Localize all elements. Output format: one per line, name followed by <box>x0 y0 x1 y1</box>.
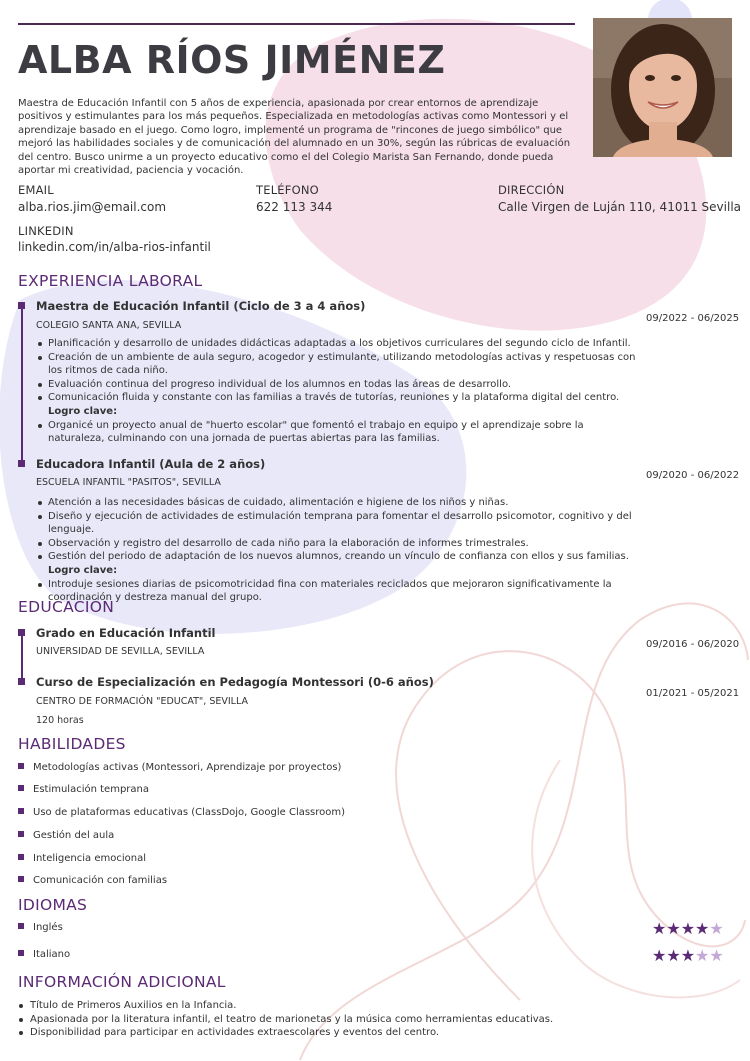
timeline-marker <box>18 678 25 685</box>
additional-info-item: Apasionada por la literatura infantil, el teatro de marionetas y la música como herramientas educativas. <box>30 1013 730 1027</box>
star-empty-icon: ★ <box>709 946 724 965</box>
additional-info-item: Disponibilidad para participar en actividades extraescolares y eventos del centro. <box>30 1026 730 1040</box>
job-bullet: Atención a las necesidades básicas de cuidado, alimentación e higiene de los niños y niñas. <box>48 496 640 510</box>
education-heading: EDUCACIÓN <box>18 598 115 616</box>
timeline-marker <box>18 302 25 309</box>
star-filled-icon: ★ <box>695 919 710 938</box>
education-timeline <box>21 629 23 679</box>
bullet-square <box>18 785 24 791</box>
job-title: Maestra de Educación Infantil (Ciclo de 3 a 4 años) <box>36 299 366 313</box>
education-title: Curso de Especialización en Pedagogía Montessori (0-6 años) <box>36 675 434 689</box>
job-dates: 09/2020 - 06/2022 <box>646 470 740 481</box>
star-filled-icon: ★ <box>680 919 696 938</box>
skill-item <box>18 807 345 818</box>
language-name: Inglés <box>33 922 63 933</box>
skill-label: Comunicación con familias <box>33 875 168 886</box>
skill-label: Estimulación temprana <box>33 784 149 795</box>
header-rule <box>18 23 575 25</box>
key-achievement: Organicé un proyecto anual de "huerto escolar" que fomentó el trabajo en equipo y el aprendizaje sobre la naturaleza, culminando con una jornada de puertas abiertas para las familias. <box>48 419 640 446</box>
timeline-marker <box>18 460 25 467</box>
candidate-name: ALBA RÍOS JIMÉNEZ <box>18 38 446 82</box>
job-bullet: Evaluación continua del progreso individual de los alumnos en todas las áreas de desarrollo. <box>48 378 640 392</box>
skill-label: Uso de plataformas educativas (ClassDojo, Google Classroom) <box>33 807 346 818</box>
skill-label: Gestión del aula <box>33 830 115 841</box>
key-achievement-label: Logro clave: <box>48 564 118 576</box>
key-achievement-label: Logro clave: <box>48 405 118 417</box>
additional-info-heading: INFORMACIÓN ADICIONAL <box>18 973 226 991</box>
job-title: Educadora Infantil (Aula de 2 años) <box>36 457 266 471</box>
address-label: DIRECCIÓN <box>498 183 565 197</box>
job-bullet: Planificación y desarrollo de unidades didácticas adaptadas a los objetivos curriculares del segundo ciclo de Infantil. <box>48 337 640 351</box>
star-filled-icon: ★ <box>652 946 667 965</box>
job-employer: COLEGIO SANTA ANA, SEVILLA <box>36 320 182 331</box>
languages-heading: IDIOMAS <box>18 896 88 914</box>
job-bullet: Creación de un ambiente de aula seguro, acogedor y estimulante, utilizando metodologías activas y respetuosas con los ritmos de cada niño. <box>48 351 640 378</box>
language-name: Italiano <box>33 949 71 960</box>
language-item <box>18 949 70 960</box>
email-label: EMAIL <box>18 183 54 197</box>
phone-value[interactable]: 622 113 344 <box>256 200 333 214</box>
bullet-square <box>18 763 24 769</box>
job-bullets <box>48 496 640 605</box>
language-rating-stars <box>652 919 724 938</box>
bullet-square <box>18 876 24 882</box>
language-rating-stars <box>652 946 724 965</box>
skill-label: Metodologías activas (Montessori, Aprendizaje por proyectos) <box>33 762 342 773</box>
profile-summary: Maestra de Educación Infantil con 5 años de experiencia, apasionada por crear entornos de aprendizaje positivos y estimulantes para los más pequeños. Especializada en metodologías activas como Montessori y el aprendizaje basado en el juego. Como logro, implementé un programa de "rincones de juego simbólico" que mejoró las habilidades sociales y de comunicación del alumnado en un 30%, según las rúbricas de evaluación del centro. Busco unirme a un proyecto educativo como el del Colegio Marista San Fernando, donde pueda aportar mi creatividad, paciencia y vocación. <box>18 98 571 177</box>
bullet-square <box>18 923 24 929</box>
additional-info-item: Título de Primeros Auxilios en la Infancia. <box>30 999 730 1013</box>
skill-item <box>18 853 146 864</box>
education-dates: 01/2021 - 05/2021 <box>646 688 740 699</box>
linkedin-value[interactable]: linkedin.com/in/alba-rios-infantil <box>18 240 211 254</box>
timeline-marker <box>18 629 25 636</box>
education-dates: 09/2016 - 06/2020 <box>646 639 740 650</box>
job-bullet: Comunicación fluida y constante con las familias a través de tutorías, reuniones y la plataforma digital del centro. <box>48 391 640 405</box>
skills-heading: HABILIDADES <box>18 735 126 753</box>
address-value: Calle Virgen de Luján 110, 41011 Sevilla <box>498 200 741 214</box>
job-bullet: Diseño y ejecución de actividades de estimulación temprana para fomentar el desarrollo psicomotor, cognitivo y del lenguaje. <box>48 510 640 537</box>
language-item <box>18 922 63 933</box>
bullet-square <box>18 950 24 956</box>
bullet-square <box>18 808 24 814</box>
portrait-image <box>593 18 732 157</box>
job-bullet: Gestión del periodo de adaptación de los nuevos alumnos, creando un vínculo de confianza con ellos y sus familias. <box>48 550 640 564</box>
profile-photo <box>593 18 732 157</box>
additional-info-list <box>30 999 730 1040</box>
bullet-square <box>18 854 24 860</box>
star-empty-icon: ★ <box>709 919 724 938</box>
experience-heading: EXPERIENCIA LABORAL <box>18 272 203 290</box>
star-filled-icon: ★ <box>680 946 696 965</box>
job-dates: 09/2022 - 06/2025 <box>646 313 740 324</box>
experience-timeline <box>21 302 23 463</box>
star-filled-icon: ★ <box>652 919 667 938</box>
star-filled-icon: ★ <box>666 919 681 938</box>
skill-item <box>18 830 114 841</box>
education-title: Grado en Educación Infantil <box>36 626 216 640</box>
job-bullets <box>48 337 640 446</box>
education-institution: CENTRO DE FORMACIÓN "EDUCAT", SEVILLA <box>36 696 248 707</box>
skill-item <box>18 875 167 886</box>
skill-label: Inteligencia emocional <box>33 853 146 864</box>
phone-label: TELÉFONO <box>256 183 319 197</box>
star-filled-icon: ★ <box>666 946 681 965</box>
key-achievement: Introduje sesiones diarias de psicomotricidad fina con materiales reciclados que mejoraron significativamente la coordinación y destreza manual del grupo. <box>48 578 640 605</box>
job-bullet: Observación y registro del desarrollo de cada niño para la elaboración de informes trimestrales. <box>48 537 640 551</box>
job-employer: ESCUELA INFANTIL "PASITOS", SEVILLA <box>36 477 221 488</box>
bullet-square <box>18 831 24 837</box>
education-institution: UNIVERSIDAD DE SEVILLA, SEVILLA <box>36 646 205 657</box>
skill-item <box>18 762 341 773</box>
education-hours: 120 horas <box>36 715 84 726</box>
email-value[interactable]: alba.rios.jim@email.com <box>18 200 167 214</box>
star-empty-icon: ★ <box>695 946 710 965</box>
linkedin-label: LINKEDIN <box>18 224 74 238</box>
skill-item <box>18 784 149 795</box>
